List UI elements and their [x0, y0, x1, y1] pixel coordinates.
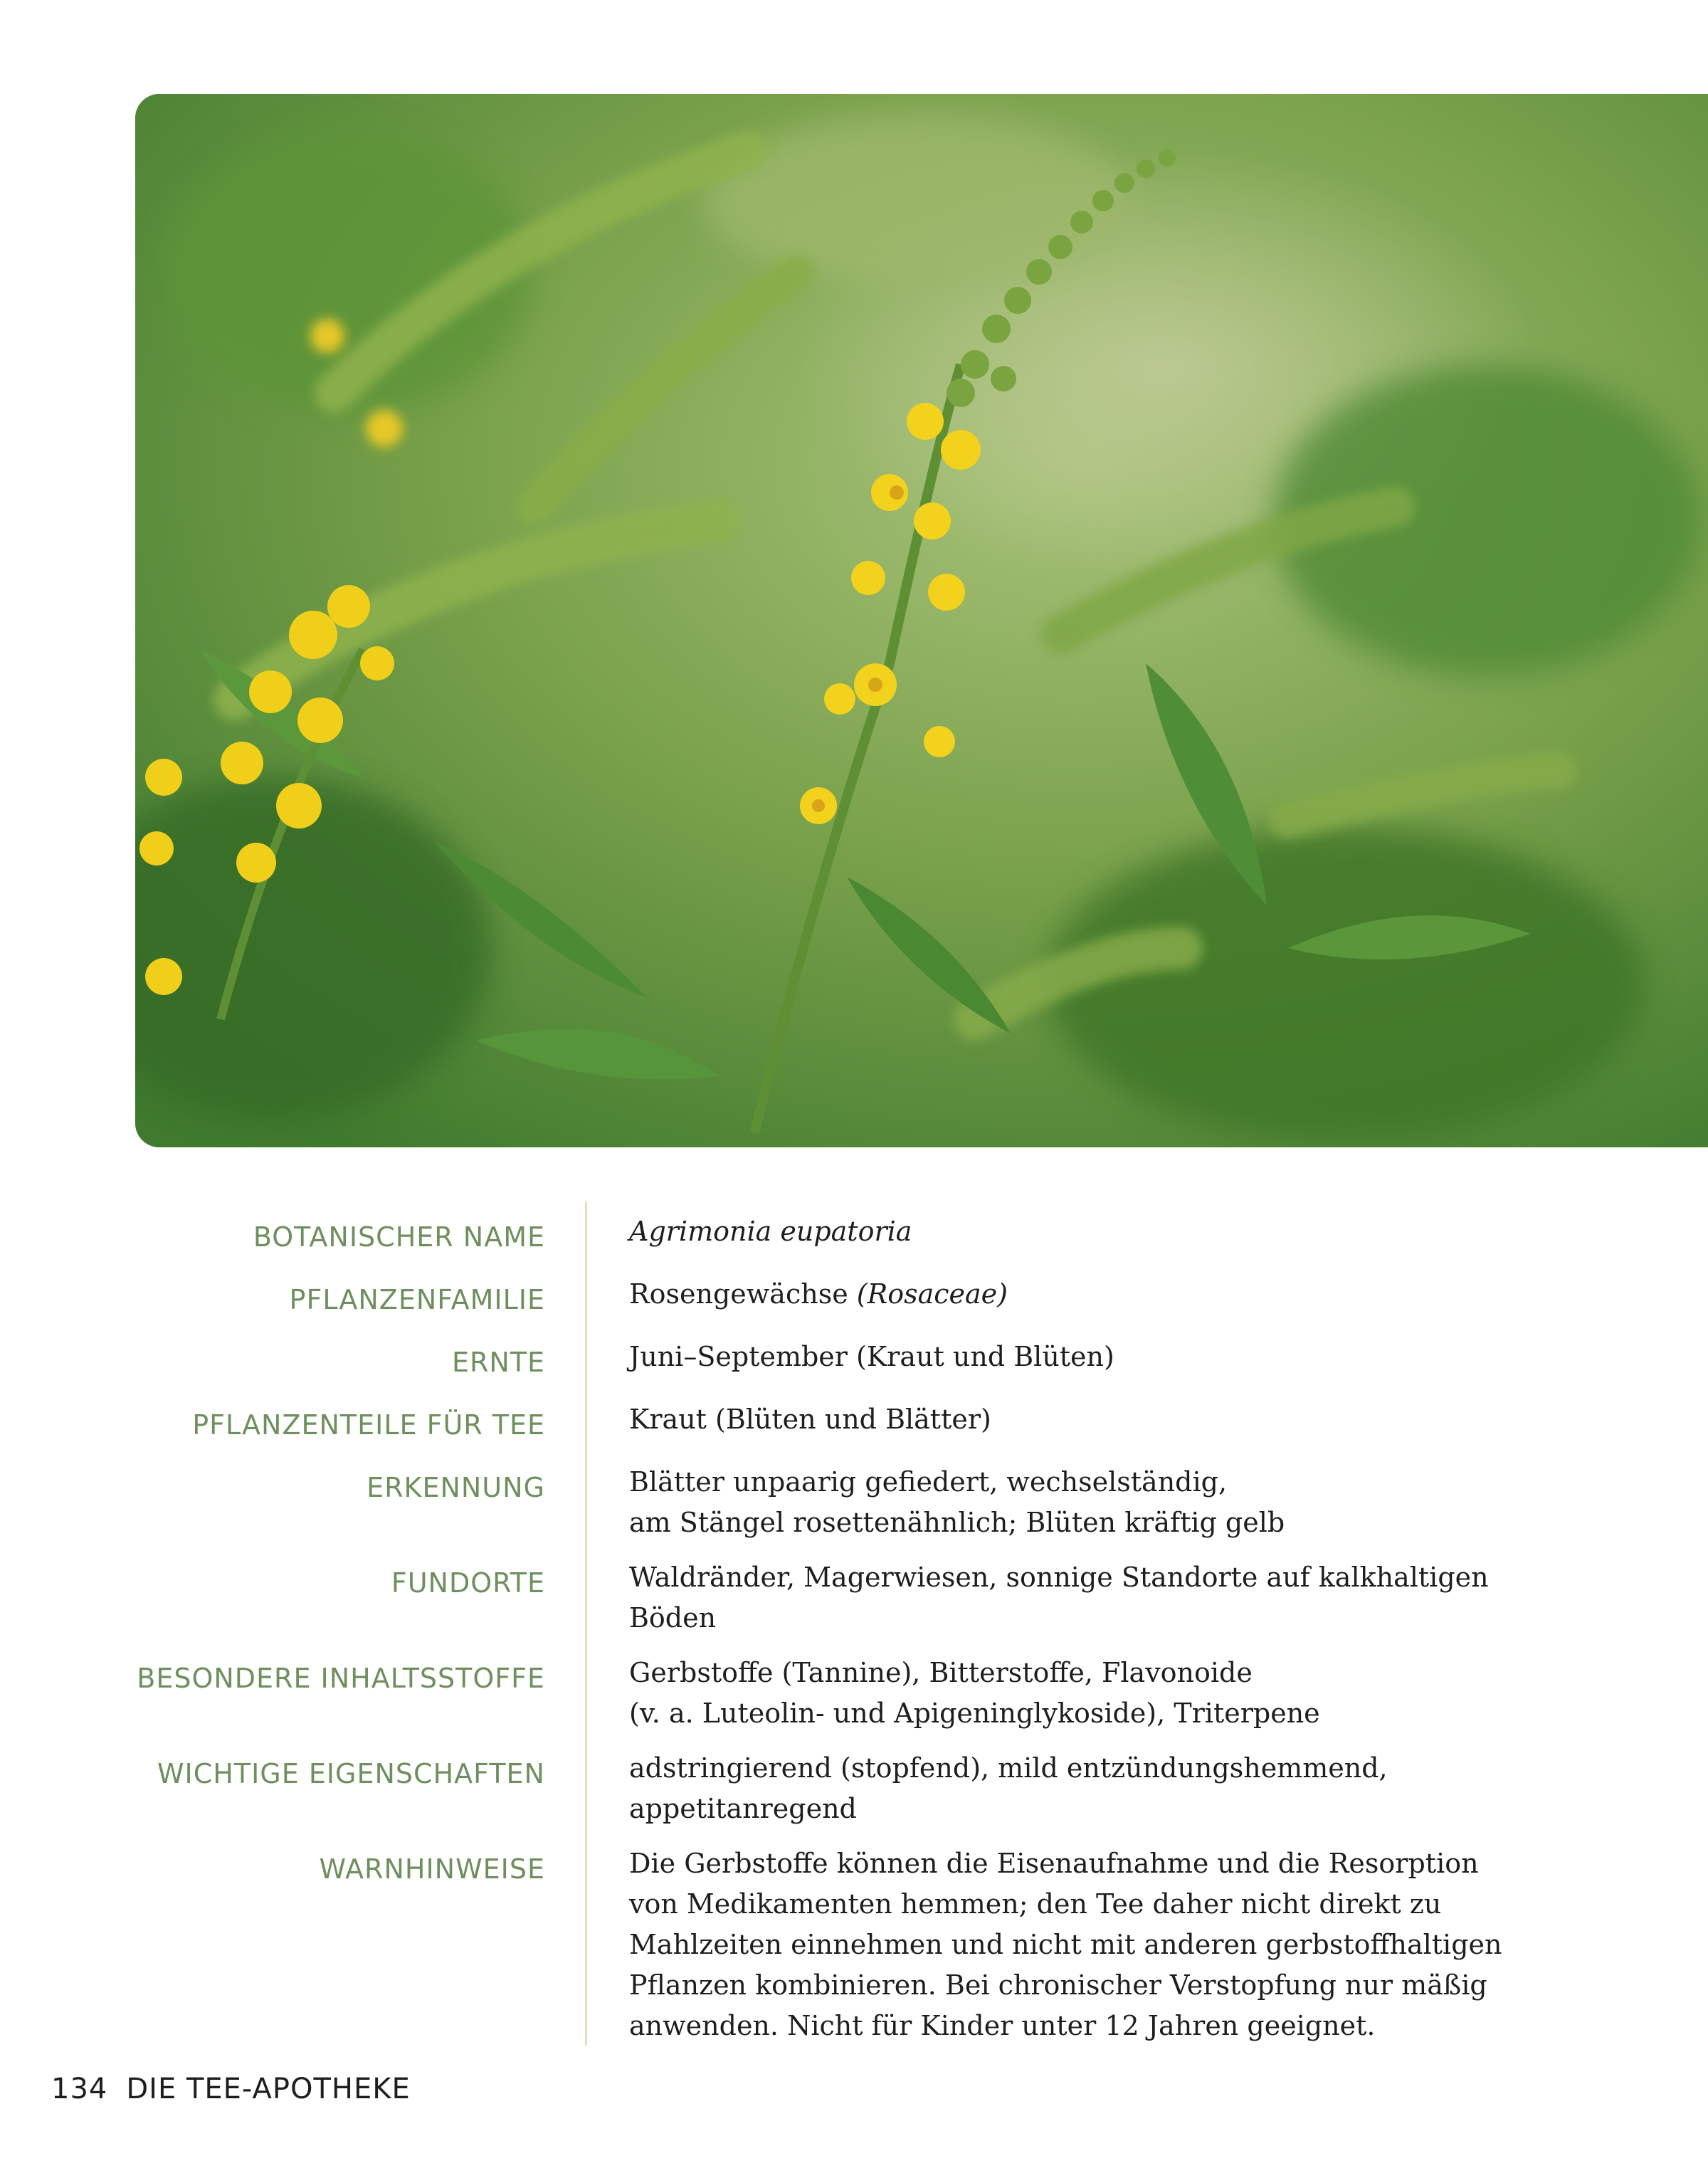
row-value — [629, 1274, 1554, 1315]
value-italic: (Rosaceae) — [856, 1278, 1008, 1310]
value-line: Böden — [629, 1602, 717, 1633]
section-title: DIE TEE-APOTHEKE — [126, 2073, 411, 2105]
row-label: PFLANZENFAMILIE — [289, 1284, 545, 1315]
row-label: WICHTIGE EIGENSCHAFTEN — [157, 1758, 545, 1789]
value-line: anwenden. Nicht für Kinder unter 12 Jahren geeignet. — [629, 2010, 1376, 2041]
value-line: (v. a. Luteolin- und Apigeninglykoside), Triterpene — [629, 1698, 1320, 1729]
row-label: PFLANZENTEILE FÜR TEE — [192, 1409, 545, 1441]
value-italic: Agrimonia eupatoria — [629, 1216, 912, 1247]
value-line: appetitanregend — [629, 1793, 857, 1824]
row-label: BESONDERE INHALTSSTOFFE — [137, 1663, 545, 1694]
value-line: am Stängel rosettenähnlich; Blüten kräftig gelb — [629, 1507, 1285, 1538]
value-text: Rosengewächse — [629, 1278, 857, 1310]
value-line: Mahlzeiten einnehmen und nicht mit anderen gerbstoffhaltigen — [629, 1929, 1502, 1960]
page-footer — [51, 2073, 411, 2105]
row-value: Juni–September (Kraut und Blüten) — [629, 1341, 1114, 1372]
column-divider — [585, 1201, 587, 2046]
value-line: von Medikamenten hemmen; den Tee daher nicht direkt zu — [629, 1888, 1442, 1920]
row-value: Kraut (Blüten und Blätter) — [629, 1404, 991, 1435]
row-value — [629, 1653, 1554, 1734]
value-line: Waldränder, Magerwiesen, sonnige Standorte auf kalkhaltigen — [629, 1562, 1489, 1593]
value-line: adstringierend (stopfend), mild entzündungshemmend, — [629, 1752, 1388, 1784]
row-label: BOTANISCHER NAME — [253, 1221, 545, 1253]
value-line: Blätter unpaarig gefiedert, wechselständig, — [629, 1466, 1228, 1498]
value-line: Gerbstoffe (Tannine), Bitterstoffe, Flavonoide — [629, 1657, 1253, 1688]
value-line: Pflanzen kombinieren. Bei chronischer Verstopfung nur mäßig — [629, 1969, 1487, 2001]
row-value — [629, 1557, 1554, 1638]
row-label: FUNDORTE — [391, 1567, 545, 1599]
plant-illustration — [135, 94, 1708, 1147]
row-label: ERNTE — [451, 1347, 545, 1378]
row-value — [629, 1211, 1554, 1252]
row-value — [629, 1843, 1554, 2046]
row-value — [629, 1462, 1554, 1543]
page-number: 134 — [51, 2073, 108, 2105]
agrimony-plant-photo — [135, 94, 1708, 1147]
row-value — [629, 1748, 1554, 1829]
value-line: Die Gerbstoffe können die Eisenaufnahme und die Resorption — [629, 1848, 1479, 1879]
row-label: WARNHINWEISE — [319, 1853, 545, 1885]
row-label: ERKENNUNG — [367, 1472, 545, 1503]
